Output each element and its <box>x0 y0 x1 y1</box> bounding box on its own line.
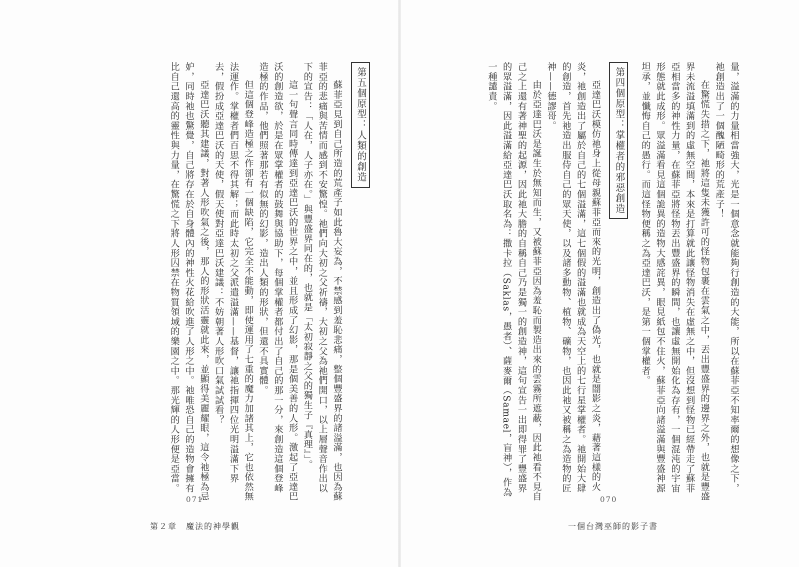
page-number-left: 071 <box>186 495 204 504</box>
paragraph: 這一句聲言同時傳達到亞達巴沃的世界之中，並且形成了幻影，那是個美善的人形。激起了亞達巴沃的創造欲，於是在眾掌權者的鼓舞與協助下，每個掌權者都付出了自己的那一分，來創造這個登峰造極的作品，他們照著那若有似無的幻影，造出人類的形狀，但還不具實體。 <box>257 62 298 502</box>
page-number-right: 070 <box>600 495 618 504</box>
paragraph: 但這個登峰造極之作卻有一個缺陷，它完全不能動，即使運用了七重的魔力加諸其上，它也依然無法運作。掌權者們百思不得其解；而此時太初之父派遣溢滿——基督，讓祂指揮四位光明溢滿下界去，假扮成亞達巴沃的天使，假天使對亞達巴沃建議：不妨朝著人形吹口氣試試看？ <box>212 62 254 502</box>
paragraph: 由於亞達巴沃是誕生於無知而生，又被蘇菲亞因為羞恥而製造出來的雲霧所遮蔽，因此祂看不見自己之上還有著神聖的起源，因此祂大膽的自稱自己乃是獨一的創造神，這句宣告一出即得罪了豐盛界的眾溢滿，因此溢滿給亞達巴沃取名為：撒卡拉（Saklas，愚者）、薩麥爾（Samael，盲神），作為一種譴責。 <box>485 62 542 502</box>
running-head-left: 第２章 魔法的神學觀 <box>150 522 240 531</box>
paragraph: 亞達巴沃模仿祂身上從母親蘇菲亞而來的光明，創造出了偽光，也就是闇影之炎，藉著這樣的火炎，祂創造出了屬於自己的七個溢滿，這七個假的溢滿也就成為天空上的七行星掌權者。祂開始大肆的創造，首先祂造出服侍自己的眾天使，以及諸多動物、植物、礦物，也因此祂又被稱之為造物的匠神——德謬哥。 <box>545 62 601 494</box>
left-page-body <box>78 62 378 502</box>
right-page <box>400 0 799 567</box>
paragraph: 蘇菲亞見到自己所造的荒產子如此魯大妄為，不禁感到羞恥悲痛，整個豐盛界的諸溢滿，也因為蘇菲亞的悲痛與苦情而感到不安驚惶。祂們向大初之父祈禱，大初之父為祂們開口，以上層聲音作出以下的宣告：「人在，人子亦在。」與豐盛界同在的，也就是「太初寂靜之父的獨生子『真理』」。 <box>301 62 342 502</box>
section-heading-right: 第四個原型：掌權者的邪惡創造 <box>609 62 628 219</box>
paragraph: 量，溢滿的力量相當強大，光是一個意念就能夠行創造的大能，所以在蘇菲亞不知率爾的想像之下，祂創造出了一個醜陋畸形的荒產子！ <box>713 62 739 494</box>
paragraph: 在驚慌失措之下，祂將這隻未獲許可的怪物包裹在雲氣之中，丟出豐盛界的邊界之外，也就是豐盛界未流溢填滿到的虛無空間，本來是打算就此讓怪物消失在虛無之中，但沒想到怪物已經帶走了蘇菲亞相當多的神性力量，在蘇菲亞將怪物丟出豐盛界的瞬間，也讓虛無開始化為存有，一個混沌的宇宙形態就此成形。眾溢滿看見這個詭異的造物大感詫異，眼見紙包不住火，蘇菲亞向諸溢滿與豐盛神源坦承，並懺悔自己的愚行。而這怪物便稱之為亞達巴沃，是第一個掌權者。 <box>639 62 710 502</box>
running-head-right: 一個台灣巫師的影子書 <box>568 522 658 531</box>
right-page-body <box>422 62 740 502</box>
paragraph: 亞達巴沃聽其建議，對著人形吹氣之後，那人的形狀活靈就此來，並顯得美麗耀眼，這令祂極為忌妒，同時祂也驚覺，自己將存在於自身體內的神性火花給吹進了人形之中。祂唯恐自己的造物會擁有比自己還高的靈性與力量，在驚慌之下將人形囚禁在物質領域的樂園之中。那光輝的人形便是亞當。 <box>168 62 209 502</box>
section-heading-left: 第五個原型：人類的創造 <box>351 62 370 188</box>
left-page <box>0 0 399 567</box>
